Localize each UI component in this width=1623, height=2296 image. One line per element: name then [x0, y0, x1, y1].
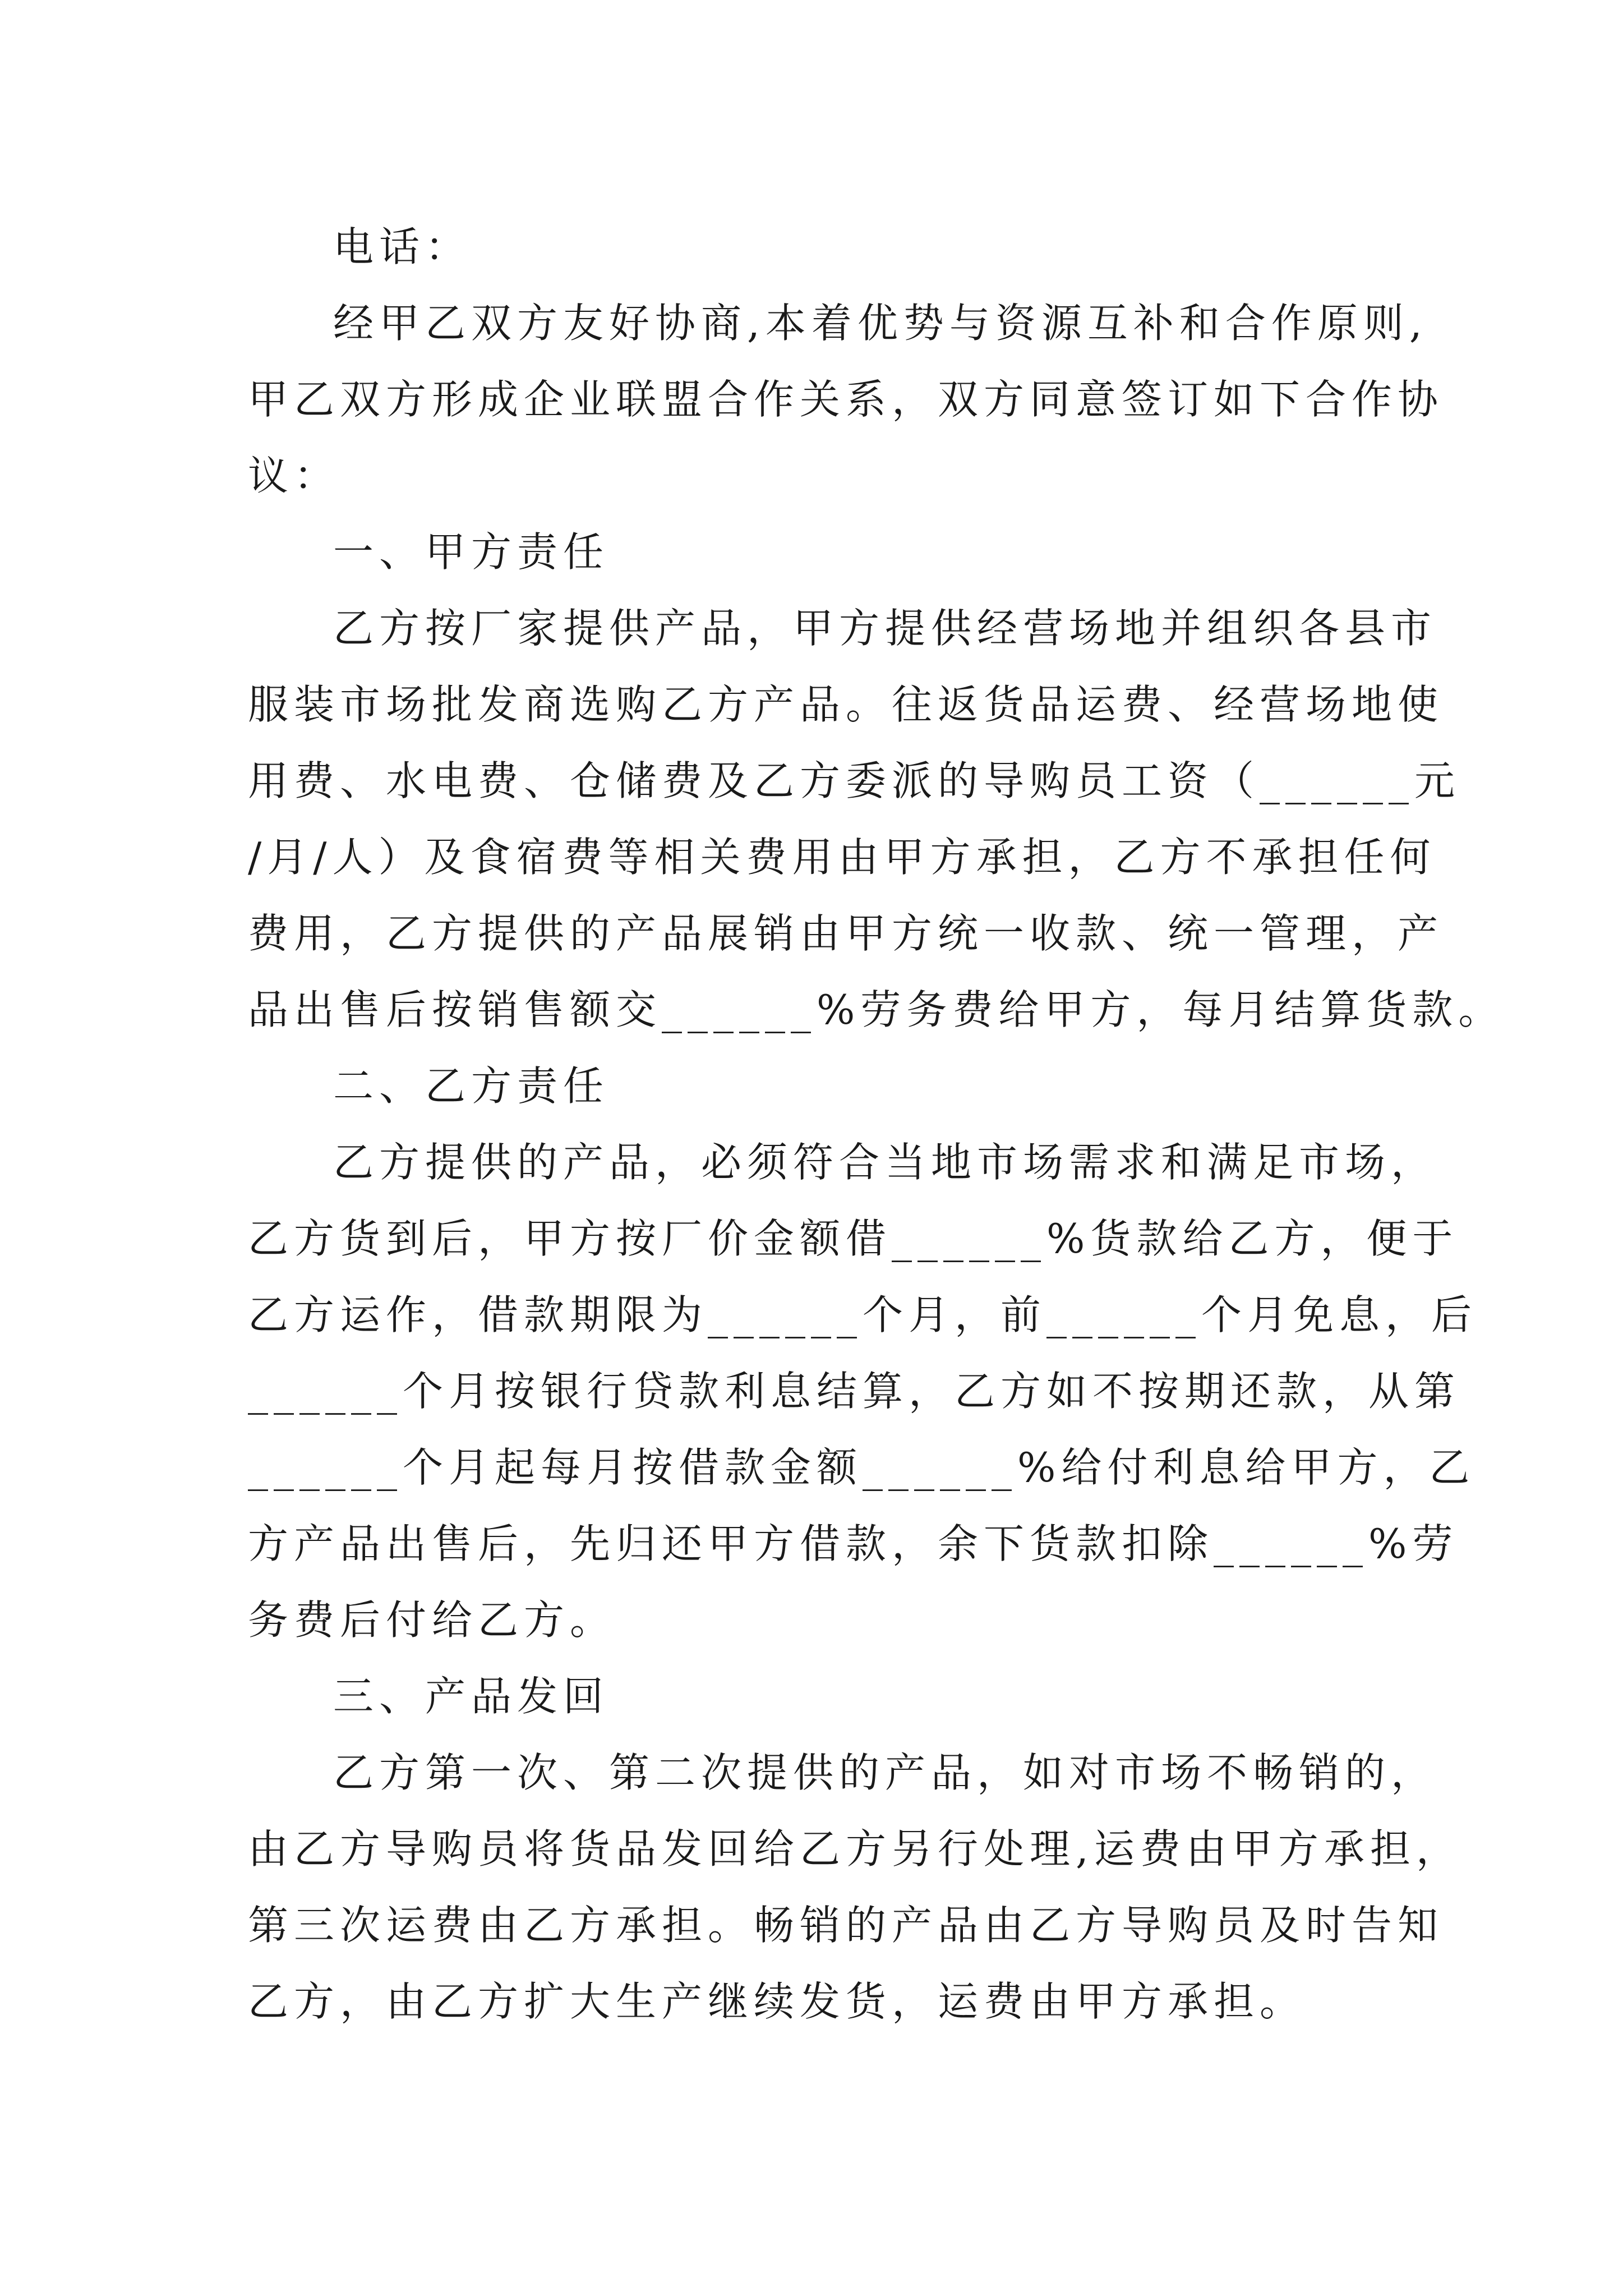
- section-heading-party-a: 一、甲方责任: [333, 528, 610, 576]
- party-b-paragraph-line: 乙方提供的产品，必须符合当地市场需求和满足市场，: [333, 1139, 1437, 1186]
- party-a-paragraph-line: 用费、水电费、仓储费及乙方委派的导购员工资（______元: [248, 757, 1461, 804]
- party-a-paragraph-line: /月/人）及食宿费等相关费用由甲方承担，乙方不承担任何: [248, 834, 1436, 881]
- product-return-paragraph-line: 第三次运费由乙方承担。畅销的产品由乙方导购员及时告知: [248, 1902, 1444, 1949]
- phone-label: 电话：: [333, 223, 472, 270]
- product-return-paragraph-line: 乙方第一次、第二次提供的产品，如对市场不畅销的，: [333, 1749, 1437, 1796]
- product-return-paragraph-line: 由乙方导购员将货品发回给乙方另行处理,运费由甲方承担，: [248, 1825, 1462, 1872]
- section-heading-party-b: 二、乙方责任: [333, 1062, 610, 1110]
- intro-paragraph-line: 议：: [248, 452, 340, 499]
- party-b-paragraph-line: ______个月起每月按借款金额______%给付利息给甲方，乙: [248, 1444, 1476, 1491]
- party-b-paragraph-line: ______个月按银行贷款利息结算，乙方如不按期还款，从第: [248, 1368, 1461, 1415]
- party-a-paragraph-line: 乙方按厂家提供产品，甲方提供经营场地并组织各县市: [333, 605, 1437, 652]
- party-a-paragraph-line: 费用，乙方提供的产品展销由甲方统一收款、统一管理，产: [248, 910, 1444, 957]
- party-b-paragraph-line: 方产品出售后，先归还甲方借款，余下货款扣除______%劳: [248, 1520, 1459, 1567]
- party-b-paragraph-line: 乙方运作，借款期限为______个月，前______个月免息，后: [248, 1291, 1478, 1338]
- party-b-paragraph-line: 乙方货到后，甲方按厂价金额借______%货款给乙方，便于: [248, 1215, 1459, 1262]
- section-heading-product-return: 三、产品发回: [333, 1673, 610, 1720]
- product-return-paragraph-line: 乙方，由乙方扩大生产继续发货，运费由甲方承担。: [248, 1978, 1306, 2025]
- document-body: [248, 209, 1505, 2040]
- party-a-paragraph-line: 服装市场批发商选购乙方产品。往返货品运费、经营场地使: [248, 681, 1444, 728]
- party-b-paragraph-line: 务费后付给乙方。: [248, 1596, 616, 1644]
- intro-paragraph-line: 经甲乙双方友好协商,本着优势与资源互补和合作原则,: [333, 300, 1428, 347]
- party-a-paragraph-line: 品出售后按销售额交______%劳务费给甲方，每月结算货款。: [248, 986, 1505, 1033]
- intro-paragraph-line: 甲乙双方形成企业联盟合作关系，双方同意签订如下合作协: [248, 376, 1444, 423]
